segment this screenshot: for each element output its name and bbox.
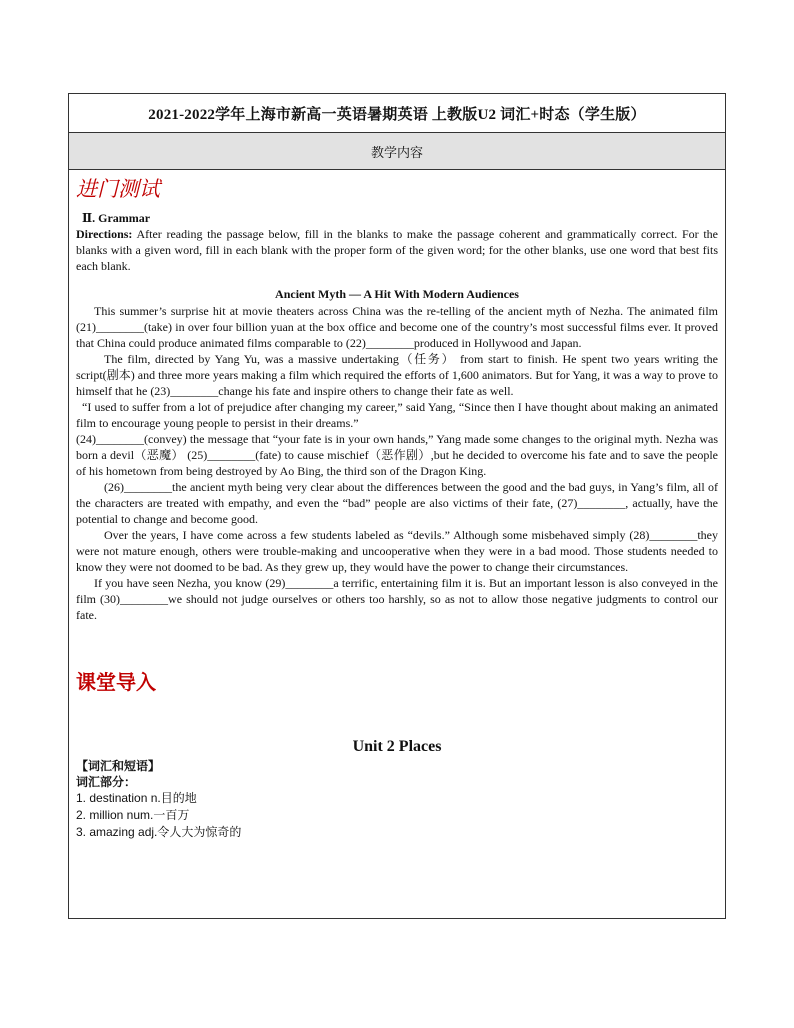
vocab-subheading: 词汇部分： [76,775,137,789]
vocab-item: 1. destination n.目的地 [76,791,197,805]
vocab-item: 3. amazing adj.令人大为惊奇的 [76,825,242,839]
passage-paragraph: (26)________the ancient myth being very clear about the differences between the good and the bad guys, in Yang’s film, all of the characters are treated with empathy, and even the “bad” people are also victims of their fate, (27)________, actually, have the potential to change and become good. [76,480,718,526]
passage-paragraph: (24)________(convey) the message that “your fate is in your own hands,” Yang made some changes to the original myth. Nezha was born a devil（恶魔） (25)________(fate) to cause mischief（恶作剧）,but he decided to overcome his fate and to save the people of his hometown from being destroyed by Ao Bing, the third son of the Dragon King. [76,432,718,478]
passage-paragraph: “I used to suffer from a lot of prejudice after changing my career,” said Yang, “Since then I have thought about making an animated film to encourage young people to persist in their dreams.” [76,400,718,430]
class-intro-heading: 课堂导入 [76,670,156,694]
directions-label: Directions: [76,227,133,241]
passage-paragraph: Over the years, I have come across a few students labeled as “devils.” Although some misbehaved simply (28)________they were not mature enough, others were trouble-making and uncooperative when they were in a bad mood. Those students needed to know they were not doomed to be bad. As they grew up, they would have the power to change their circumstances. [76,528,718,574]
passage-paragraph: If you have seen Nezha, you know (29)________a terrific, entertaining film it is. But an important lesson is also conveyed in the film (30)________we should not judge ourselves or others too harshly, so as not to allow those negative judgments to control our fate. [76,576,718,622]
grammar-label: Ⅱ. Grammar [82,211,151,225]
vocab-item: 2. million num.一百万 [76,808,190,822]
document-body [69,173,725,841]
passage-title: Ancient Myth — A Hit With Modern Audiences [275,287,519,301]
document-title: 2021-2022学年上海市新高一英语暑期英语 上教版U2 词汇+时态（学生版） [69,94,725,133]
passage-paragraph: The film, directed by Yang Yu, was a massive undertaking（任务） from start to finish. He spent two years writing the script(剧本) and three more years making a film which required the efforts of 1,600 animators. But for Yang, it was a way to prove to himself that he (23)________change his fate and inspire others to change their fate as well. [76,352,718,398]
directions [76,226,718,274]
document-frame [68,93,726,919]
entrance-test-heading: 进门测试 [76,177,160,201]
teaching-content-label: 教学内容 [69,133,725,170]
passage-paragraph: This summer’s surprise hit at movie theaters across China was the re-telling of the ancient myth of Nezha. The animated film (21)________(take) in over four billion yuan at the box office and become one of the country’s most successful films ever. It proved that China could produce animated films comparable to (22)________produced in Hollywood and Japan. [76,304,718,350]
vocab-heading: 【词汇和短语】 [76,759,161,773]
unit-title: Unit 2 Places [352,738,442,755]
directions-text: After reading the passage below, fill in the blanks to make the passage coherent and grammatically correct. For the blanks with a given word, fill in each blank with the proper form of the given word; for the other blanks, use one word that best fits each blank. [76,227,718,273]
